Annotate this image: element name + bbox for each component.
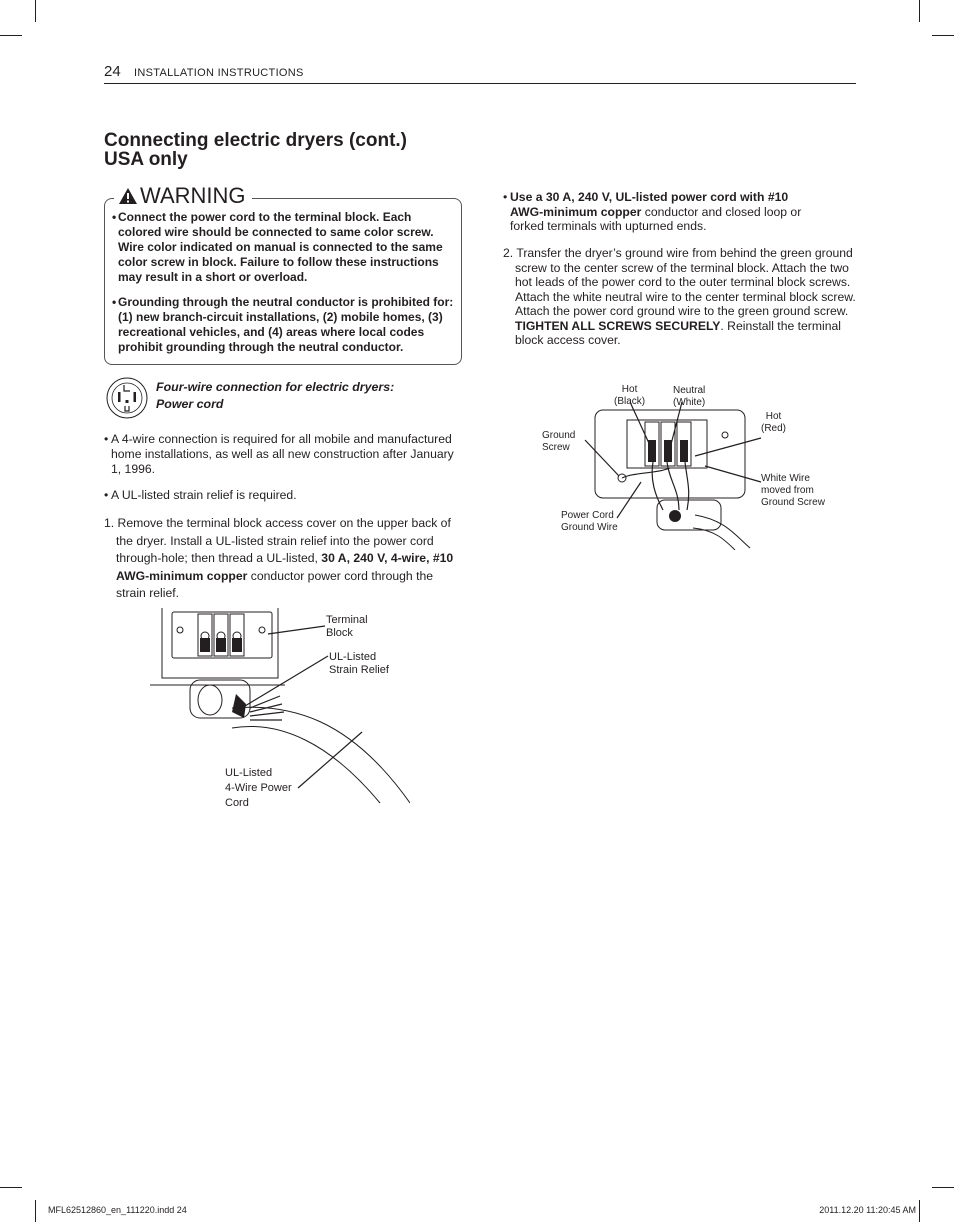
label-hot-black-line: Hot [621, 384, 638, 395]
label-ground-screw [542, 430, 575, 454]
label-neutral-line: Neutral [673, 385, 706, 396]
step-1-text: 1. Remove the terminal block access cover on the upper back of the dryer. Install a UL-listed strain relief into the power cord through-hole; then thread a UL-listed, [104, 516, 451, 566]
label-hot-black-line: (Black) [614, 396, 646, 407]
step-2-text-end: . Reinstall the terminal block access cover. [515, 318, 841, 347]
label-hot-red-line: Hot [765, 411, 782, 422]
label-terminal-block-line: Terminal [326, 614, 368, 626]
four-wire-heading [156, 379, 394, 413]
four-wire-heading-line-2: Power cord [156, 397, 224, 411]
label-hot-red [761, 411, 786, 435]
footer-timestamp: 2011.12.20 11:20:45 AM [819, 1205, 916, 1215]
step-1 [104, 515, 460, 603]
warning-label: WARNING [140, 183, 246, 208]
warning-item-text: Grounding through the neutral conductor is prohibited for: (1) new branch-circuit installations, (2) mobile homes, (3) recreational vehicles, and (4) areas where local codes prohibit grounding through the neutral conductor. [118, 295, 454, 354]
label-hot-black [614, 384, 645, 408]
label-terminal-block [326, 614, 368, 640]
label-power-cord-ground [561, 510, 618, 534]
warning-heading [114, 184, 252, 208]
step-2-bold: TIGHTEN ALL SCREWS SECURELY [515, 318, 721, 333]
label-strain-relief-line: UL-Listed [329, 651, 377, 663]
label-ground-screw-line: Screw [542, 442, 570, 453]
label-power-cord-line: Cord [225, 797, 249, 809]
crop-mark [919, 0, 920, 22]
crop-mark [932, 1187, 954, 1188]
step-1-bold: 30 A, 240 V, 4-wire, #10 AWG-minimum copper [116, 551, 454, 583]
label-white-wire-line: White Wire [761, 473, 810, 484]
page-number: 24 [104, 63, 121, 80]
bullet-strain-relief-text: A UL-listed strain relief is required. [111, 488, 297, 502]
crop-mark [919, 1200, 920, 1222]
section-label: INSTALLATION INSTRUCTIONS [134, 67, 304, 79]
label-neutral-line: (White) [673, 397, 706, 408]
crop-mark [0, 35, 22, 36]
warning-item-text: Connect the power cord to the terminal block. Each colored wire should be connected to same color screw. Wire color indicated on manual is connected to the same color screw in block. Failure to follow these instructions may result in a short or overload. [118, 210, 443, 284]
crop-mark [932, 35, 954, 36]
bullet-4wire-text: A 4-wire connection is required for all mobile and manufactured home installations, as well as all new construction after January 1, 1996. [111, 432, 454, 476]
label-ground-screw-line: Ground [542, 430, 576, 441]
label-white-wire-line: moved from [761, 485, 814, 496]
bullet-strain-relief: • A UL-listed strain relief is required. [104, 488, 297, 502]
label-power-cord-ground-line: Power Cord [561, 510, 614, 521]
label-neutral [673, 385, 705, 409]
label-hot-red-line: (Red) [761, 423, 787, 434]
warning-triangle-icon [118, 187, 138, 205]
label-strain-relief [329, 651, 389, 677]
label-strain-relief-line: Strain Relief [329, 664, 389, 676]
label-white-wire [761, 473, 825, 509]
four-wire-heading-line-1: Four-wire connection for electric dryers: [156, 380, 395, 394]
crop-mark [0, 1187, 22, 1188]
crop-mark [35, 1200, 36, 1222]
bullet-power-cord-bold: Use a 30 A, 240 V, UL-listed power cord with #10 AWG-minimum copper [510, 190, 789, 219]
step-1-text-end: conductor power cord through the strain relief. [116, 568, 434, 601]
bullet-4wire: • A 4-wire connection is required for all mobile and manufactured home installations, as well as all new construction after January 1, 1996. [104, 432, 454, 476]
header-rule [104, 83, 856, 84]
label-power-cord-line: UL-Listed [225, 767, 273, 779]
label-power-cord-ground-line: Ground Wire [561, 522, 618, 533]
footer-file: MFL62512860_en_111220.indd 24 [48, 1205, 187, 1215]
title-line-2: USA only [104, 149, 188, 170]
label-white-wire-line: Ground Screw [761, 497, 825, 508]
bullet-power-cord-text: conductor and closed loop or forked terminals with upturned ends. [510, 204, 802, 233]
warning-item: • Connect the power cord to the terminal block. Each colored wire should be connected to same color screw. Wire color indicated on manual is connected to the same color screw in block. Failure to follow these instructions may result in a short or overload. [112, 210, 443, 284]
crop-mark [35, 0, 36, 22]
title-line-1: Connecting electric dryers (cont.) [104, 130, 408, 151]
label-terminal-block-line: Block [326, 627, 353, 639]
step-2 [503, 246, 863, 348]
bullet-power-cord: • Use a 30 A, 240 V, UL-listed power cord with #10 AWG-minimum copper conductor and closed loop or forked terminals with upturned ends. [503, 190, 802, 233]
label-power-cord-line: 4-Wire Power [225, 782, 292, 794]
four-wire-outlet-icon [106, 377, 148, 419]
step-2-text: 2. Transfer the dryer’s ground wire from behind the green ground screw to the center screw of the terminal block. Attach the two hot leads of the power cord to the outer terminal block screws. Attach the white neutral wire to the center terminal block screw. Attach the power cord ground wire to the green ground screw. [503, 246, 856, 318]
label-power-cord [225, 766, 292, 811]
page-title [104, 131, 407, 169]
warning-item: • Grounding through the neutral conductor is prohibited for: (1) new branch-circuit installations, (2) mobile homes, (3) recreational vehicles, and (4) areas where local codes prohibit grounding through the neutral conductor. [112, 295, 454, 354]
